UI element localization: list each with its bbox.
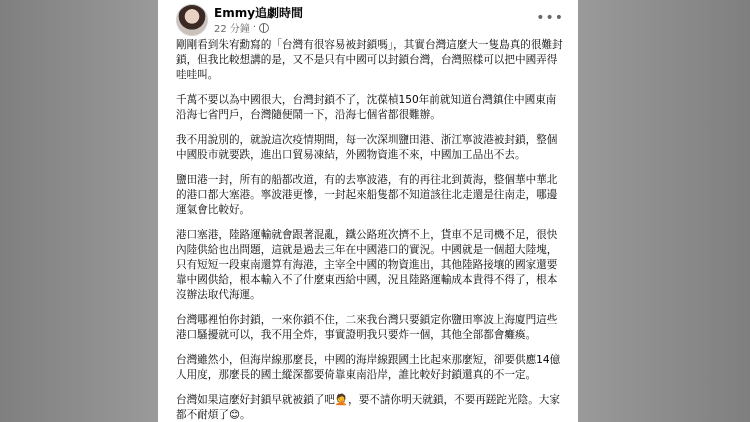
author-name[interactable]: Emmy追劇時間 — [214, 6, 304, 20]
more-options-icon[interactable]: ••• — [536, 10, 564, 26]
paragraph: 剛剛看到朱宥勳寫的「台灣有很容易被封鎖嗎」，其實台灣這麼大一隻島真的很難封鎖，但我比較想講的是，又不是只有中國可以封鎖台灣，台灣照樣可以把中國弄得哇哇叫。 — [176, 39, 563, 81]
paragraph: 台灣如果這麼好封鎖早就被鎖了吧🤦，要不請你明天就鎖，不要再蹉跎光陰。大家都不耐煩了😊。 — [176, 394, 560, 421]
avatar[interactable] — [176, 4, 208, 36]
paragraph: 千萬不要以為中國很大，台灣封鎖不了，沈葆楨150年前就知道台灣鎮住中國東南沿海七省門戶，台灣隨便鬧一下，沿海七個省都很難辦。 — [176, 94, 557, 121]
post-time[interactable]: 22 分鐘 — [214, 24, 250, 35]
paragraph: 港口塞港，陸路運輸就會跟著混亂，鐵公路班次擠不上，貨車不足司機不足，很快內陸供給也出問題，這就是過去三年在中國港口的實況。中國就是一個超大陸塊，只有短短一段東南還算有海港，主宰全中國的物資進出，其他陸路接壤的國家還要靠中國供給，根本輸入不了什麼東西給中國，況且陸路運輸成本貴得不得了，根本沒辦法取代海運。 — [176, 229, 558, 301]
post-meta: 22 分鐘 · — [214, 20, 269, 35]
facebook-post — [158, 0, 578, 422]
paragraph: 我不用說別的，就說這次疫情期間，每一次深圳鹽田港、浙江寧波港被封鎖，整個中國股市就要跌，進出口貿易凍結，外國物資進不來，中國加工品出不去。 — [176, 134, 558, 161]
paragraph: 台灣雖然小，但海岸線那麼長，中國的海岸線跟國土比起來那麼短，卻要供應14億人用度，那麼長的國土縱深都要倚靠東南沿岸，誰比較好封鎖還真的不一定。 — [176, 354, 561, 381]
post-body — [158, 38, 578, 422]
globe-icon — [259, 23, 269, 33]
background-left — [0, 0, 158, 422]
background-right — [578, 0, 750, 422]
post-header — [158, 0, 578, 38]
paragraph: 鹽田港一封，所有的船都改道，有的去寧波港，有的再往北到黃海，整個華中華北的港口都大塞港。寧波港更慘，一封起來船隻都不知道該往北走還是往南走，哪邊運氣會比較好。 — [176, 174, 558, 216]
paragraph: 台灣哪裡怕你封鎖，一來你鎖不住，二來我台灣只要鎖定你鹽田寧波上海廈門這些港口騷擾就可以，我不用全炸，事實證明我只要炸一個，其他全部都會癱瘓。 — [176, 314, 558, 341]
